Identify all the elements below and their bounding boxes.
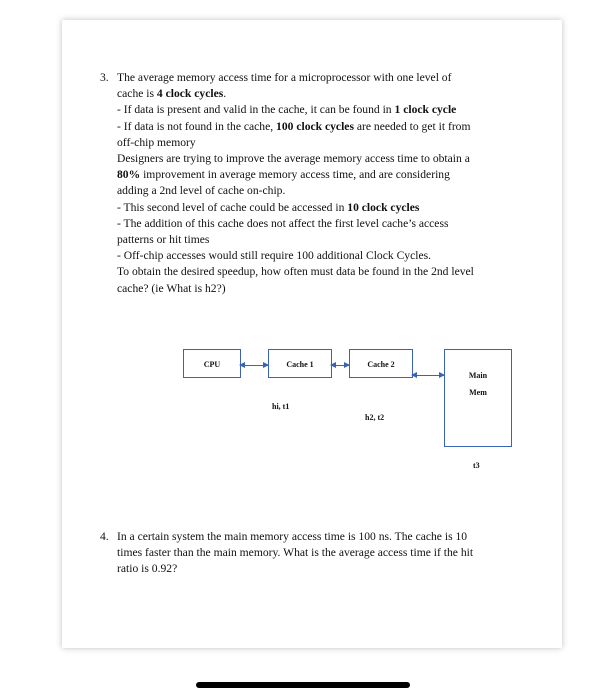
h1-t1-label: hi, t1 [272, 402, 290, 411]
cache1-cache2-arrow [331, 365, 349, 366]
text-run: - Off-chip accesses would still require 100 additional Clock Cycles. [117, 249, 432, 263]
question-4-text [117, 529, 530, 578]
question-3-number: 3. [100, 71, 109, 84]
main-memory-label-1: Main [468, 371, 488, 380]
bold-text: 1 clock cycle [394, 103, 457, 117]
text-run: ratio is 0.92? [117, 562, 178, 576]
cache-2-label: Cache 2 [367, 360, 395, 369]
bold-text: 80% [117, 168, 141, 182]
bold-text: 10 clock cycles [347, 200, 420, 214]
question-4 [100, 529, 530, 578]
text-run: . [223, 87, 227, 101]
text-run: To obtain the desired speedup, how often must data be found in the 2nd level [117, 265, 474, 279]
cache-2-box [349, 349, 413, 378]
cpu-cache1-arrow [240, 365, 268, 366]
cache2-main-arrow [412, 375, 444, 376]
main-memory-label-2: Mem [469, 388, 487, 397]
bold-text: 100 clock cycles [276, 119, 354, 133]
text-line [117, 529, 530, 545]
home-indicator-bar[interactable] [196, 682, 410, 688]
t3-label: t3 [473, 461, 480, 470]
text-run: - If data is not found in the cache, [117, 119, 277, 133]
text-line [117, 545, 530, 561]
cache-1-label: Cache 1 [286, 360, 314, 369]
bold-text: 4 clock cycles [156, 87, 224, 101]
text-run: In a certain system the main memory access time is 100 ns. The cache is 10 [117, 530, 468, 543]
text-run: times faster than the main memory. What is the average access time if the hit [117, 546, 474, 560]
text-run: The average memory access time for a microprocessor with one level of [117, 71, 452, 84]
text-run: adding a 2nd level of cache on-chip. [117, 184, 286, 198]
text-run: cache is [117, 87, 157, 101]
text-run: improvement in average memory access time, and are considering [140, 168, 450, 182]
question-4-number: 4. [100, 530, 109, 543]
main-memory-box [444, 349, 512, 447]
cache-1-box [268, 349, 332, 378]
h2-t2-label: h2, t2 [365, 413, 385, 422]
text-run: patterns or hit times [117, 233, 210, 247]
text-run: are needed to get it from [353, 119, 471, 133]
text-run: - The addition of this cache does not affect the first level cache’s access [117, 216, 449, 230]
cpu-label: CPU [203, 360, 221, 369]
text-run: Designers are trying to improve the average memory access time to obtain a [117, 152, 470, 166]
text-line [117, 561, 530, 577]
text-run: off-chip memory [117, 135, 196, 149]
text-run: - This second level of cache could be accessed in [117, 200, 348, 214]
text-run: cache? (ie What is h2?) [117, 281, 226, 295]
cpu-box [183, 349, 241, 378]
text-run: - If data is present and valid in the cache, it can be found in [117, 103, 395, 117]
